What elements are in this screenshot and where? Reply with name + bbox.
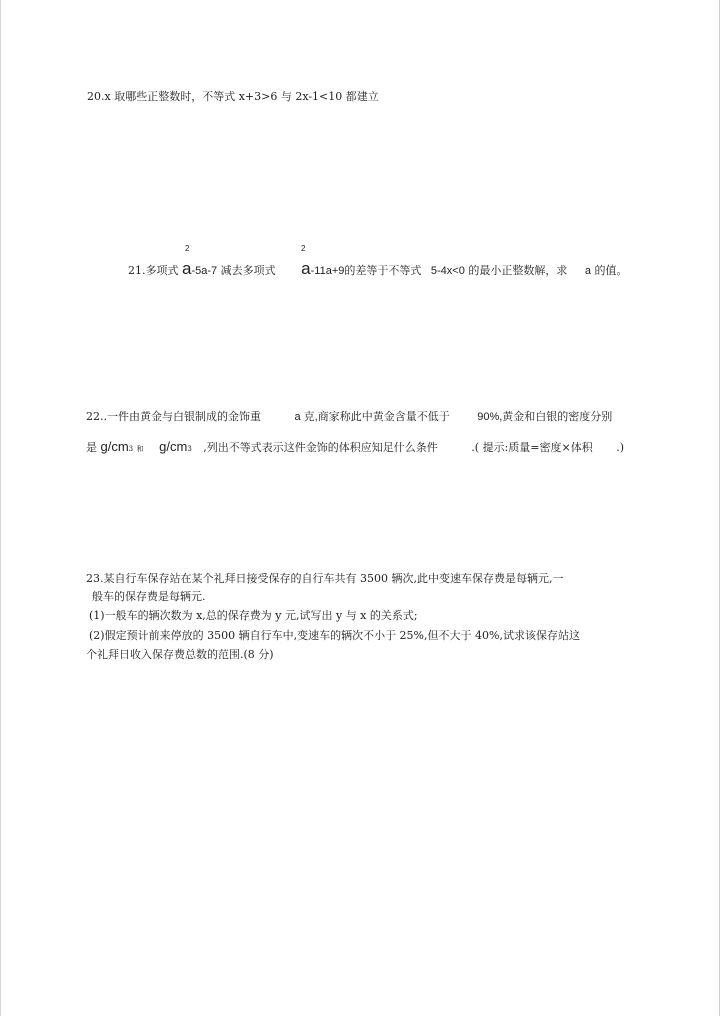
q22-and: 和	[136, 445, 144, 453]
q21-inequality: 5-4x<0	[430, 265, 465, 277]
q22-unit-1: g/cm	[100, 439, 129, 454]
q22-line1-b: a 克,商家称此中黄金含量不低于	[294, 411, 450, 423]
question-22-line-2	[86, 438, 624, 458]
q22-line1-c: 90%,黄金和白银的密度分别	[477, 411, 613, 423]
q21-exponent-2: 2	[301, 244, 306, 253]
q22-unit-1-exp: 3	[128, 445, 134, 453]
q22-line2-b: ,列出不等式表示这件金饰的体积应知足什么条件	[203, 441, 438, 454]
question-23-line-2: 般车的保存费是每辆元.	[92, 590, 206, 603]
question-23-part-2: (2)假定预计前来停放的 3500 辆自行车中,变速车的辆次不小于 25%,但不大于 40%,试求该保存站这	[89, 629, 580, 642]
q21-prefix: 21.多项式	[128, 264, 179, 277]
q21-mid-1: 减去多项式	[220, 264, 276, 277]
q21-var-a-2: a	[301, 259, 311, 278]
q21-poly-1: -5a-7	[191, 265, 218, 277]
question-23-part-1: (1)一般车的辆次数为 x,总的保存费为 y 元,试写出 y 与 x 的关系式;	[89, 609, 418, 622]
q22-line2-c: .( 提示:质量=密度×体积	[471, 441, 593, 454]
q22-line2-d: .)	[616, 441, 625, 454]
q21-var-a-3: a	[584, 265, 591, 277]
q21-exponent-1: 2	[185, 244, 190, 253]
question-21	[128, 259, 627, 281]
q22-line2-a: 是	[86, 441, 97, 454]
q22-line1-a: 22..一件由黄金与白银制成的金饰重	[86, 410, 261, 423]
q22-unit-2-exp: 3	[187, 445, 192, 453]
question-23-line-5: 个礼拜日收入保存费总数的范围.(8 分)	[86, 648, 274, 661]
q21-var-a-1: a	[182, 259, 192, 278]
q21-mid-2: 的差等于不等式	[344, 264, 422, 277]
q21-suffix: 的值。	[594, 264, 628, 277]
question-22-line-1	[86, 410, 612, 424]
question-20: 20.x 取哪些正整数时，不等式 x+3>6 与 2x-1<10 都建立	[87, 90, 379, 103]
question-23-line-1: 23.某自行车保存站在某个礼拜日接受保存的自行车共有 3500 辆次,此中变速车保存费是每辆元,一	[86, 572, 564, 585]
q21-mid-3: 的最小正整数解，求	[468, 264, 568, 277]
q22-unit-2: g/cm	[159, 439, 188, 454]
q21-poly-2: -11a+9	[310, 265, 345, 277]
